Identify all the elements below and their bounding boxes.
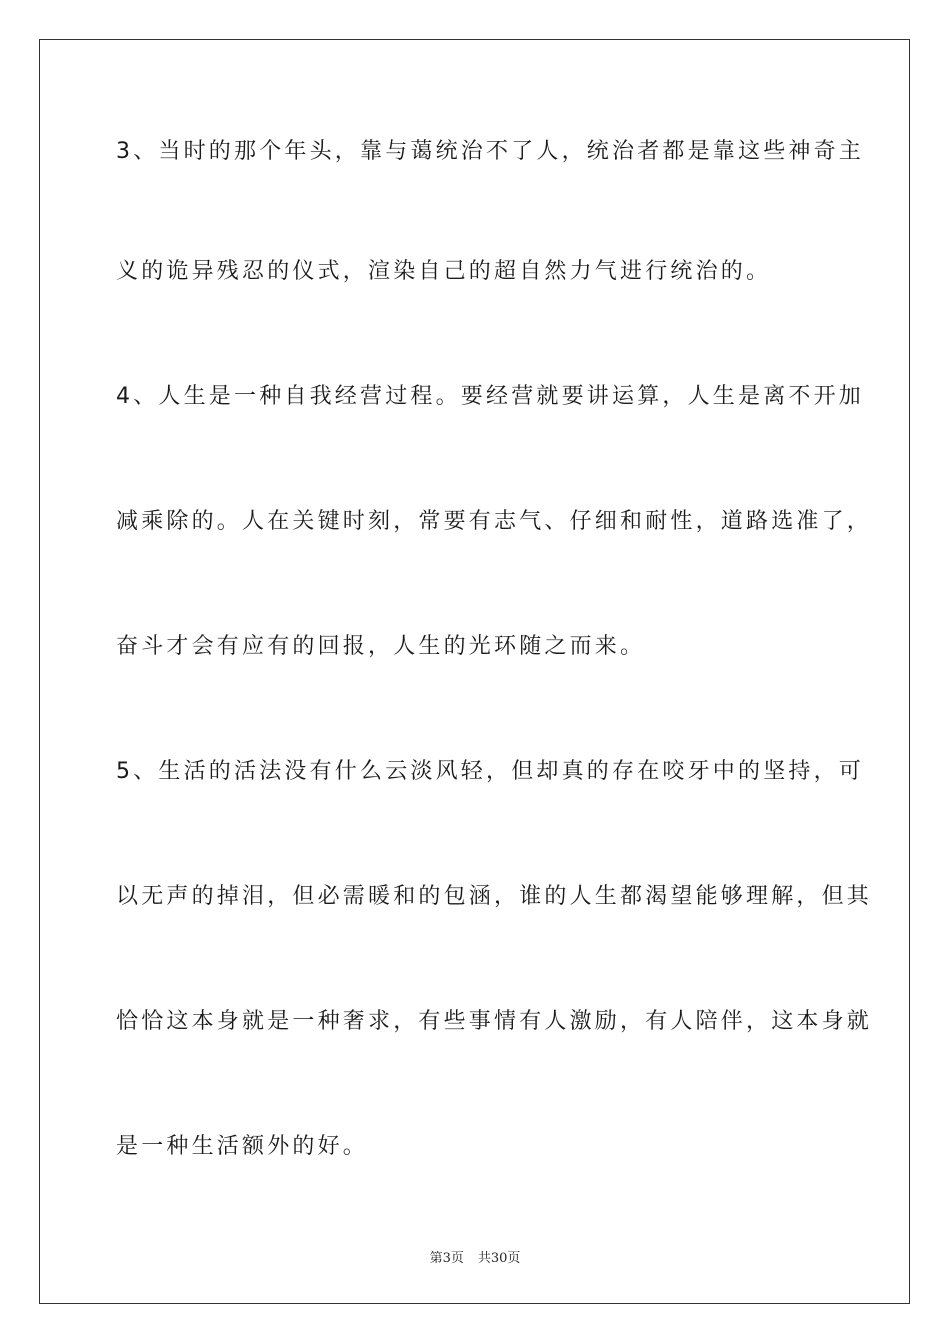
page-number: 第3页 [429, 1251, 464, 1266]
page-footer [0, 1247, 950, 1266]
text-line: 5、生活的活法没有什么云淡风轻，但却真的存在咬牙中的坚持，可 [116, 759, 864, 784]
page-frame [39, 39, 910, 1304]
total-pages: 共30页 [477, 1251, 521, 1266]
text-line: 义的诡异残忍的仪式，渲染自己的超自然力气进行统治的。 [116, 259, 772, 284]
text-line: 奋斗才会有应有的回报，人生的光环随之而来。 [116, 634, 646, 659]
text-line: 4、人生是一种自我经营过程。要经营就要讲运算，人生是离不开加 [116, 384, 864, 409]
text-line: 以无声的掉泪，但必需暖和的包涵，谁的人生都渴望能够理解，但其 [116, 884, 873, 909]
text-line: 减乘除的。人在关键时刻，常要有志气、仔细和耐性，道路选准了， [116, 509, 873, 534]
text-line: 是一种生活额外的好。 [116, 1134, 369, 1159]
text-line: 3、当时的那个年头，靠与蔼统治不了人，统治者都是靠这些神奇主 [116, 139, 864, 164]
text-line: 恰恰这本身就是一种奢求，有些事情有人激励，有人陪伴，这本身就 [116, 1009, 873, 1034]
